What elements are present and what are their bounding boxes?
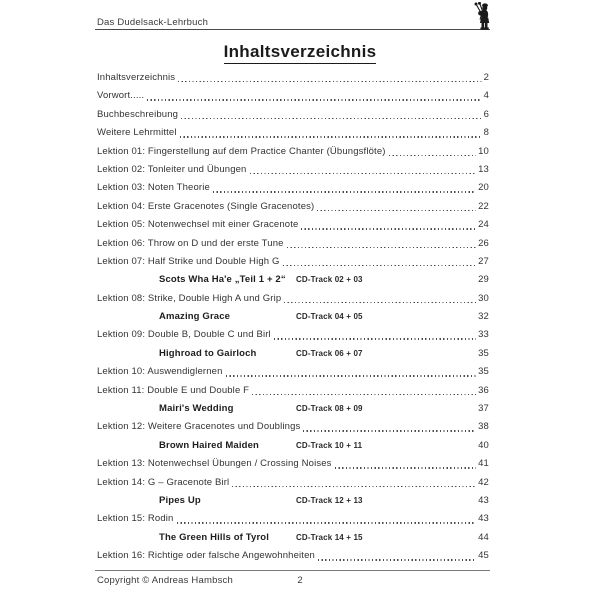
toc-tune-row <box>97 400 489 418</box>
toc-tune-row <box>97 492 489 510</box>
toc-entry-page-number: 42 <box>478 476 489 488</box>
toc-entry-page-number: 30 <box>478 292 489 304</box>
dot-leader <box>284 302 476 303</box>
toc-entry-row <box>97 87 489 105</box>
toc-tune-page-number: 43 <box>478 494 489 506</box>
dot-leader <box>301 228 476 229</box>
cd-track-label: CD-Track 08 + 09 <box>296 404 363 414</box>
tune-title: Brown Haired Maiden <box>159 439 259 451</box>
dot-leader <box>389 155 477 156</box>
tune-title: The Green Hills of Tyrol <box>159 531 270 543</box>
toc-tune-row <box>97 308 489 326</box>
dot-leader <box>335 467 477 468</box>
toc-entry-row <box>97 179 489 197</box>
toc-entry-row <box>97 216 489 234</box>
toc-entry-page-number: 20 <box>478 182 489 194</box>
toc-entry-row <box>97 253 489 271</box>
page-title: Inhaltsverzeichnis <box>224 42 377 64</box>
toc-entry-page-number: 24 <box>478 219 489 231</box>
dot-leader <box>213 191 476 192</box>
toc-tune-page-number: 44 <box>478 531 489 543</box>
toc-entry-label: Lektion 16: Richtige oder falsche Angewohnheiten <box>97 550 315 562</box>
toc-entry-label: Lektion 01: Fingerstellung auf dem Practice Chanter (Übungsflöte) <box>97 145 386 157</box>
dot-leader <box>226 375 477 376</box>
toc-entry-row <box>97 106 489 124</box>
toc-tune-page-number: 35 <box>478 347 489 359</box>
toc-entry-page-number: 33 <box>478 329 489 341</box>
dot-leader <box>147 99 481 100</box>
toc-entry-page-number: 43 <box>478 513 489 525</box>
toc-entry-row <box>97 326 489 344</box>
toc-entry-label: Lektion 10: Auswendiglernen <box>97 366 223 378</box>
toc-entry-page-number: 22 <box>478 200 489 212</box>
toc-entry-page-number: 26 <box>478 237 489 249</box>
toc-entry-label: Lektion 12: Weitere Gracenotes und Doublings <box>97 421 301 433</box>
toc-entry-row <box>97 198 489 216</box>
page-title-wrap <box>0 42 600 64</box>
dot-leader <box>283 265 477 266</box>
dot-leader <box>317 210 476 211</box>
toc-entry-row <box>97 143 489 161</box>
toc-entry-page-number: 13 <box>478 163 489 175</box>
tune-title: Amazing Grace <box>159 311 231 323</box>
footer-rule <box>95 570 490 571</box>
toc-entry-row <box>97 161 489 179</box>
toc-entry-page-number: 38 <box>478 421 489 433</box>
toc-entry-label: Lektion 04: Erste Gracenotes (Single Gracenotes) <box>97 200 315 212</box>
header-rule <box>95 29 490 30</box>
running-header-title: Das Dudelsack-Lehrbuch <box>97 17 209 28</box>
toc-tune-row <box>97 529 489 547</box>
tune-title: Highroad to Gairloch <box>159 347 257 359</box>
dot-leader <box>274 338 476 339</box>
dot-leader <box>181 118 481 119</box>
tune-title: Mairi's Wedding <box>159 403 234 415</box>
toc-entry-label: Lektion 11: Double E und Double F <box>97 384 250 396</box>
toc-entry-row <box>97 547 489 565</box>
toc-entry-label: Inhaltsverzeichnis <box>97 72 176 83</box>
cd-track-label: CD-Track 10 + 11 <box>296 440 363 450</box>
toc-entry-row <box>97 455 489 473</box>
toc-entry-label: Lektion 03: Noten Theorie <box>97 182 210 194</box>
dot-leader <box>178 81 481 82</box>
toc-entry-label: Vorwort..... <box>97 90 145 102</box>
toc-entry-label: Lektion 15: Rodin <box>97 513 174 525</box>
dot-leader <box>252 394 476 395</box>
tune-title: Pipes Up <box>159 494 201 506</box>
toc-entry-page-number: 4 <box>483 90 489 102</box>
dot-leader <box>232 486 476 487</box>
toc-tune-row <box>97 345 489 363</box>
dot-leader <box>250 173 477 174</box>
toc-entry-label: Lektion 06: Throw on D und der erste Tune <box>97 237 284 249</box>
toc-entry-page-number: 8 <box>483 127 489 139</box>
toc-entry-page-number: 27 <box>478 255 489 267</box>
footer-page-number: 2 <box>297 575 303 586</box>
toc-tune-page-number: 40 <box>478 439 489 451</box>
toc-entry-row <box>97 418 489 436</box>
toc-tune-page-number: 32 <box>478 311 489 323</box>
toc-entry-row <box>97 69 489 87</box>
toc-entry-label: Lektion 07: Half Strike und Double High G <box>97 255 280 267</box>
dot-leader <box>177 522 477 523</box>
toc-entry-page-number: 2 <box>483 72 489 83</box>
toc-entry-row <box>97 382 489 400</box>
toc-entry-row <box>97 124 489 142</box>
toc-entry-label: Lektion 14: G – Gracenote Birl <box>97 476 230 488</box>
dot-leader <box>318 559 476 560</box>
toc-tune-row <box>97 437 489 455</box>
toc-entry-page-number: 41 <box>478 458 489 470</box>
toc-entry-page-number: 10 <box>478 145 489 157</box>
cd-track-label: CD-Track 04 + 05 <box>296 312 363 322</box>
dot-leader <box>180 136 482 137</box>
bagpiper-icon <box>473 2 493 30</box>
toc-entry-label: Weitere Lehrmittel <box>97 127 177 139</box>
toc-entry-row <box>97 235 489 253</box>
toc-entry-row <box>97 290 489 308</box>
cd-track-label: CD-Track 14 + 15 <box>296 532 363 542</box>
dot-leader <box>303 430 476 431</box>
toc-tune-page-number: 29 <box>478 274 489 286</box>
table-of-contents <box>97 69 489 566</box>
toc-tune-row <box>97 271 489 289</box>
toc-entry-label: Buchbeschreibung <box>97 108 179 120</box>
toc-entry-page-number: 6 <box>483 108 489 120</box>
cd-track-label: CD-Track 06 + 07 <box>296 348 363 358</box>
toc-entry-label: Lektion 08: Strike, Double High A und Grip <box>97 292 282 304</box>
toc-tune-page-number: 37 <box>478 403 489 415</box>
toc-entry-row <box>97 510 489 528</box>
toc-entry-row <box>97 474 489 492</box>
cd-track-label: CD-Track 12 + 13 <box>296 495 363 505</box>
footer-copyright: Copyright © Andreas Hambsch <box>97 575 233 586</box>
toc-entry-label: Lektion 13: Notenwechsel Übungen / Crossing Noises <box>97 458 332 470</box>
toc-entry-row <box>97 363 489 381</box>
toc-entry-page-number: 36 <box>478 384 489 396</box>
toc-entry-label: Lektion 02: Tonleiter und Übungen <box>97 163 247 175</box>
cd-track-label: CD-Track 02 + 03 <box>296 275 363 285</box>
toc-entry-label: Lektion 05: Notenwechsel mit einer Gracenote <box>97 219 299 231</box>
toc-entry-label: Lektion 09: Double B, Double C und Birl <box>97 329 271 341</box>
toc-entry-page-number: 35 <box>478 366 489 378</box>
dot-leader <box>287 247 477 248</box>
tune-title: Scots Wha Ha'e „Teil 1 + 2“ <box>159 274 286 286</box>
toc-entry-page-number: 45 <box>478 550 489 562</box>
